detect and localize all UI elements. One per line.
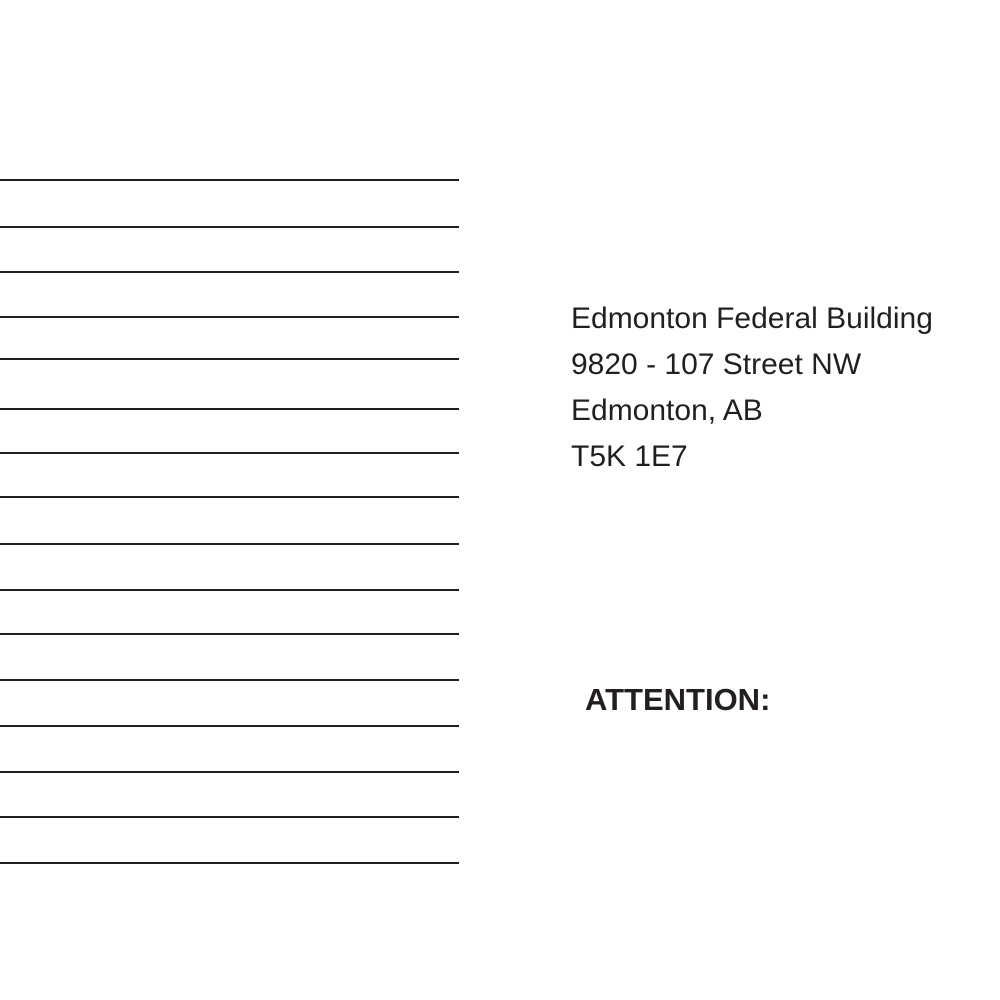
- attention-label: ATTENTION:: [585, 682, 771, 717]
- write-in-line-12: [0, 679, 459, 681]
- address-street: 9820 - 107 Street NW: [571, 348, 862, 381]
- write-in-line-7: [0, 452, 459, 454]
- write-in-line-15: [0, 816, 459, 818]
- address-building: Edmonton Federal Building: [571, 302, 933, 335]
- write-in-line-13: [0, 725, 459, 727]
- write-in-line-11: [0, 633, 459, 635]
- write-in-line-5: [0, 358, 459, 360]
- address-postal-code: T5K 1E7: [571, 440, 688, 473]
- write-in-line-2: [0, 226, 459, 228]
- recipient-address-block: [571, 296, 991, 480]
- write-in-line-10: [0, 589, 459, 591]
- address-city-province: Edmonton, AB: [571, 394, 763, 427]
- write-in-lines: [0, 0, 460, 1000]
- write-in-line-6: [0, 408, 459, 410]
- write-in-line-9: [0, 543, 459, 545]
- write-in-line-4: [0, 316, 459, 318]
- write-in-line-14: [0, 771, 459, 773]
- write-in-line-8: [0, 496, 459, 498]
- write-in-line-16: [0, 862, 459, 864]
- write-in-line-3: [0, 271, 459, 273]
- write-in-line-1: [0, 179, 459, 181]
